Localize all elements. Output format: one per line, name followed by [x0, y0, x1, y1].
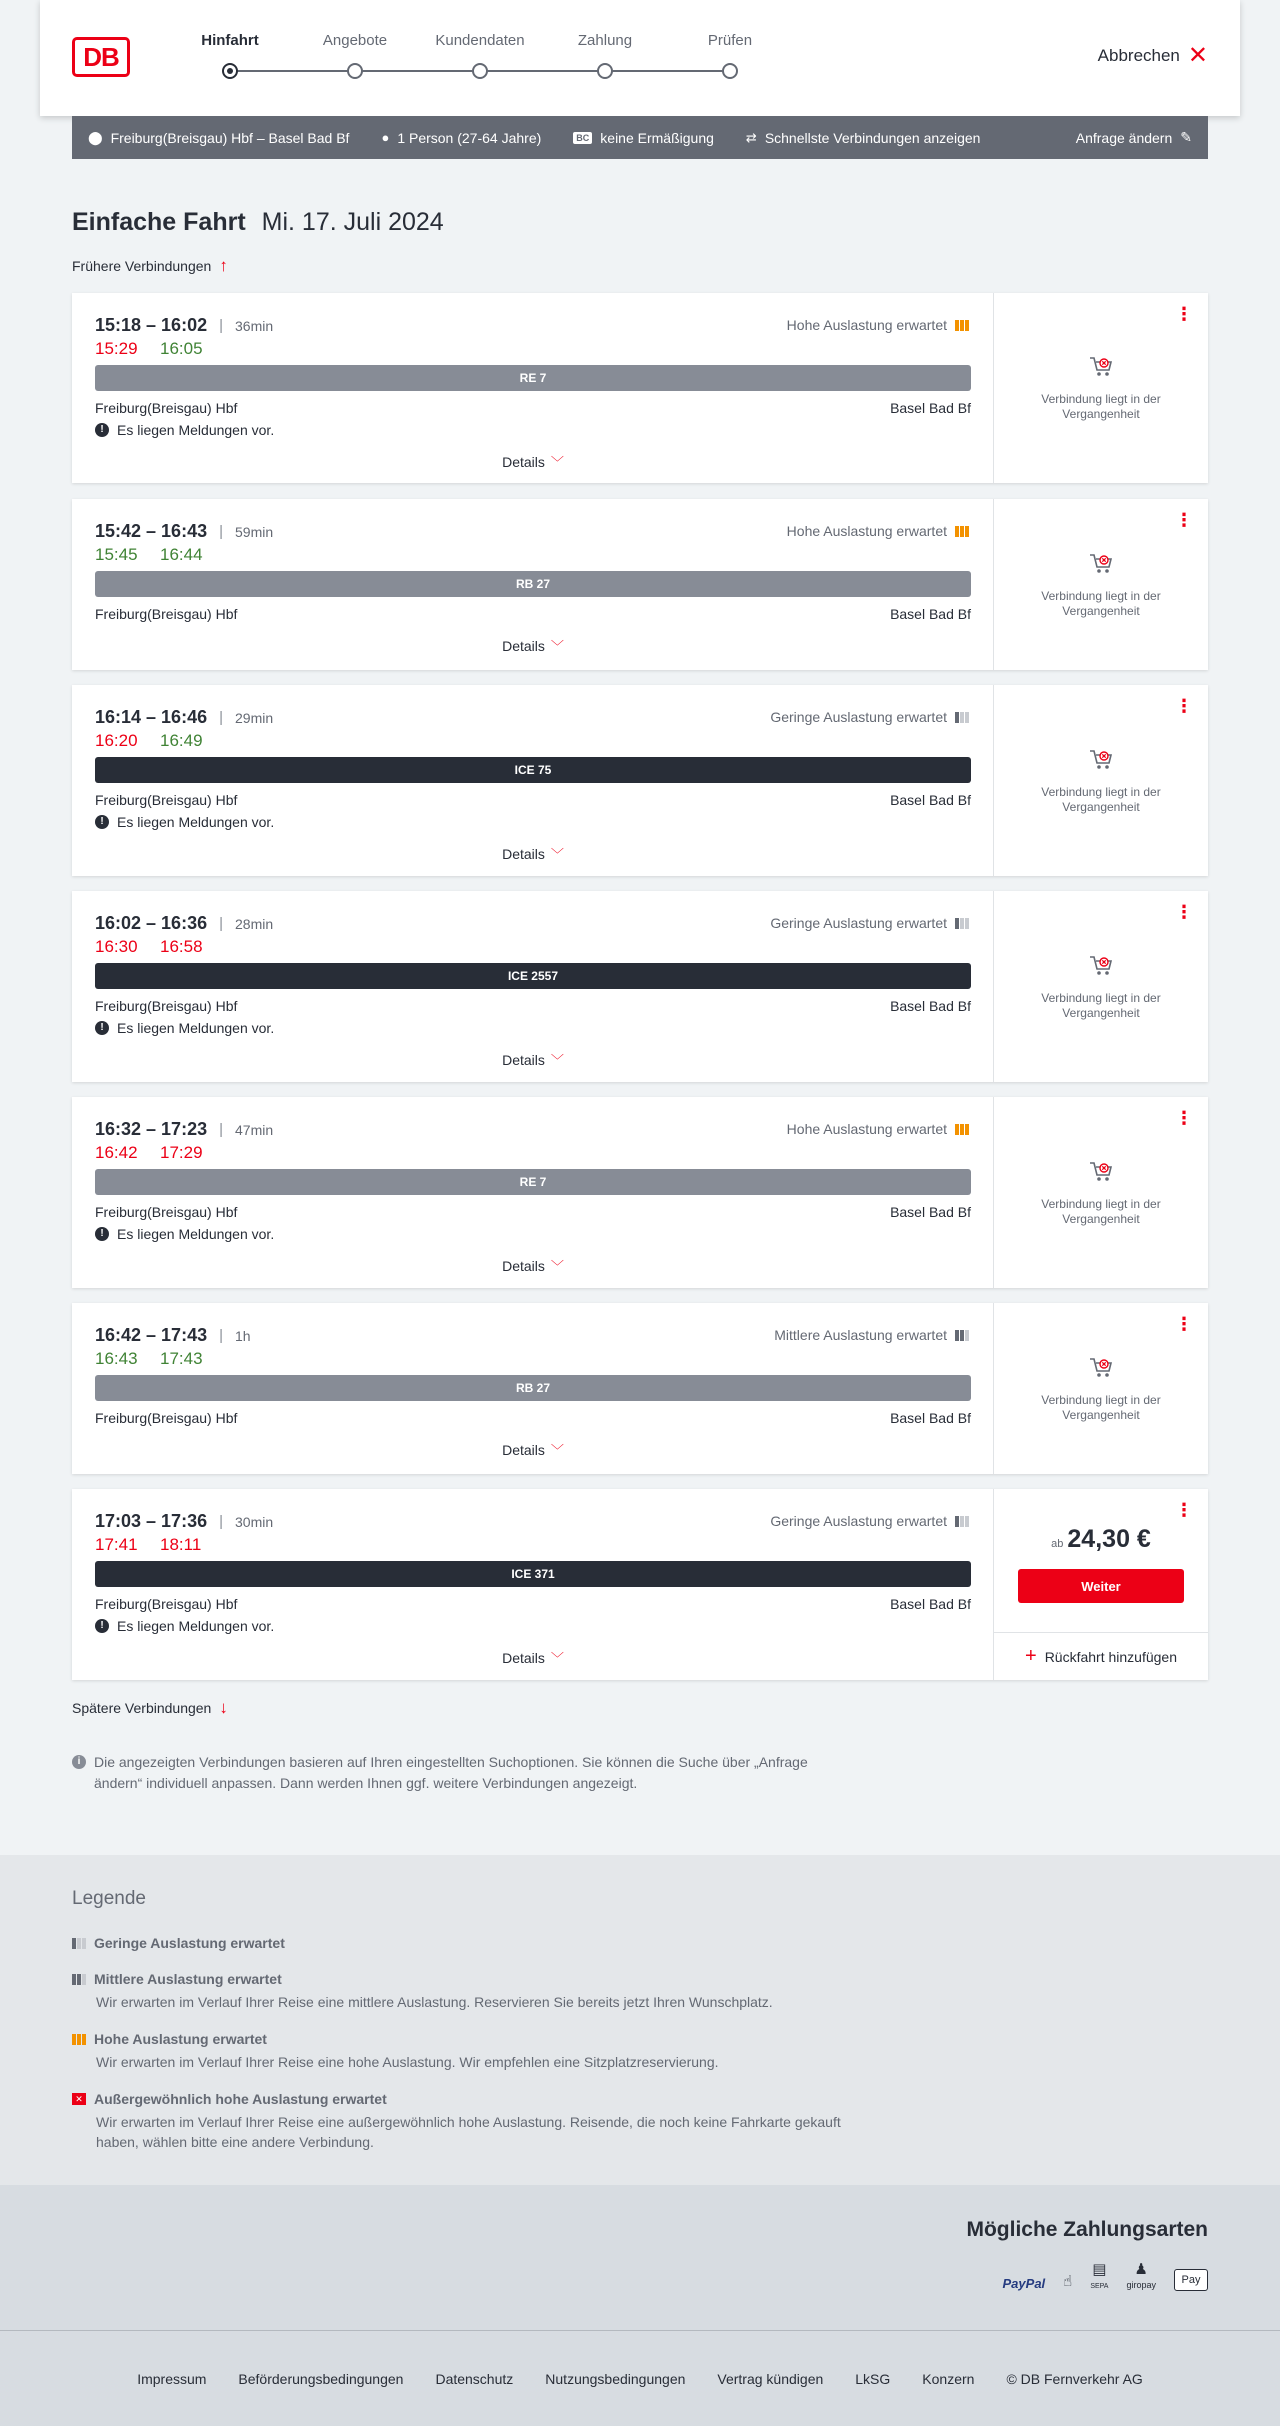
occupancy-info — [770, 915, 969, 931]
past-label-line1: Verbindung liegt in der — [1041, 392, 1161, 406]
occupancy-label: Hohe Auslastung erwartet — [786, 317, 947, 333]
pencil-icon: ✎ — [1180, 129, 1192, 145]
destination-station: Basel Bad Bf — [890, 1204, 971, 1220]
connection-times — [95, 315, 273, 336]
station-names — [95, 1596, 971, 1612]
past-label-line1: Verbindung liegt in der — [1041, 1393, 1161, 1407]
discount-summary — [573, 130, 714, 146]
realtime-arrival: 18:11 — [160, 1535, 202, 1554]
connection-card[interactable] — [72, 1303, 1208, 1474]
separator: | — [219, 317, 223, 334]
alert-icon: ! — [95, 815, 109, 829]
search-info-note — [72, 1752, 852, 1794]
close-icon: ✕ — [1187, 42, 1208, 69]
separator: | — [219, 1121, 223, 1138]
train-line-bar: RB 27 — [95, 1375, 971, 1401]
origin-station: Freiburg(Breisgau) Hbf — [95, 792, 238, 808]
connection-in-past-notice — [994, 747, 1208, 815]
legend-item-medium — [72, 1971, 872, 2012]
connection-times — [95, 913, 273, 934]
realtime-times — [95, 731, 225, 751]
price-display — [994, 1525, 1208, 1554]
sepa-label: SEPA — [1090, 2283, 1109, 2290]
search-info-text: Die angezeigten Verbindungen basieren auf Ihren eingestellten Suchoptionen. Sie können die Suche über „Anfrage ändern“ individuell anpassen. Dann werden Ihnen ggf. weitere Verbindungen angezeigt. — [94, 1754, 808, 1791]
disruption-notice — [95, 1020, 274, 1036]
connection-in-past-notice — [994, 354, 1208, 422]
offer-panel — [994, 1489, 1208, 1680]
separator: | — [219, 709, 223, 726]
chevron-down-icon: ﹀ — [550, 847, 564, 862]
destination-station: Basel Bad Bf — [890, 792, 971, 808]
connection-times — [95, 1511, 273, 1532]
realtime-times — [95, 339, 225, 359]
past-label-line2: Vergangenheit — [1062, 1006, 1140, 1020]
past-label-line1: Verbindung liegt in der — [1041, 991, 1161, 1005]
step-kundendaten[interactable] — [420, 30, 540, 79]
offer-panel — [994, 891, 1208, 1082]
payment-icons — [1003, 2261, 1208, 2291]
occupancy-info — [774, 1327, 969, 1343]
trip-type: Einfache Fahrt — [72, 208, 246, 236]
realtime-times — [95, 545, 225, 565]
giropay-label: giropay — [1126, 2280, 1156, 2290]
db-logo[interactable]: DB — [72, 37, 130, 77]
realtime-arrival: 16:44 — [160, 545, 203, 564]
cart-unavailable-icon — [1088, 747, 1114, 771]
occupancy-medium-icon — [955, 1329, 969, 1341]
alert-icon: ! — [95, 1619, 109, 1633]
step-label: Angebote — [322, 32, 388, 49]
origin-station: Freiburg(Breisgau) Hbf — [95, 606, 238, 622]
header — [40, 0, 1240, 116]
details-label: Details — [502, 1258, 545, 1274]
planned-times: 16:32 – 17:23 — [95, 1119, 208, 1139]
later-connections-label: Spätere Verbindungen — [72, 1700, 212, 1716]
occupancy-low-icon — [955, 917, 969, 929]
realtime-departure: 15:29 — [95, 339, 138, 358]
footer — [0, 2330, 1280, 2426]
footer-link-lksg[interactable]: LkSG — [855, 2370, 891, 2387]
person-icon: ● — [381, 130, 390, 145]
step-label: Zahlung — [577, 32, 633, 49]
alert-icon: ! — [95, 1227, 109, 1241]
occupancy-info — [770, 1513, 969, 1529]
occupancy-info — [787, 1121, 969, 1137]
details-label: Details — [502, 454, 545, 470]
station-names — [95, 792, 971, 808]
footer-link-konzern[interactable]: Konzern — [922, 2370, 975, 2387]
chevron-down-icon: ﹀ — [550, 1651, 564, 1666]
offer-panel — [994, 685, 1208, 876]
train-line-bar: RB 27 — [95, 571, 971, 597]
duration: 30min — [235, 1513, 274, 1530]
past-label-line2: Vergangenheit — [1062, 1408, 1140, 1422]
add-return-trip-button[interactable] — [994, 1632, 1208, 1680]
step-label: Prüfen — [707, 32, 753, 49]
route-text: Freiburg(Breisgau) Hbf – Basel Bad Bf — [110, 129, 350, 146]
separator: | — [219, 523, 223, 540]
details-toggle[interactable] — [72, 1648, 994, 1667]
occupancy-exceptional-icon: ✕ — [72, 2093, 86, 2105]
step-hinfahrt[interactable] — [170, 30, 290, 79]
footer-link-impressum[interactable]: Impressum — [137, 2370, 207, 2387]
offer-panel — [994, 1303, 1208, 1474]
occupancy-info — [787, 317, 969, 333]
occupancy-label: Hohe Auslastung erwartet — [786, 523, 947, 539]
disruption-notice — [95, 422, 274, 438]
occupancy-label: Hohe Auslastung erwartet — [786, 1121, 947, 1137]
change-request-button[interactable] — [1076, 129, 1192, 146]
separator: | — [219, 915, 223, 932]
notice-text: Es liegen Meldungen vor. — [117, 1618, 275, 1634]
realtime-arrival: 17:29 — [160, 1143, 203, 1162]
option-summary — [746, 130, 981, 146]
chevron-down-icon: ﹀ — [550, 455, 564, 470]
details-toggle[interactable] — [72, 636, 994, 655]
notice-text: Es liegen Meldungen vor. — [117, 814, 275, 830]
occupancy-high-icon — [955, 319, 969, 331]
step-angebote[interactable] — [295, 30, 415, 79]
destination-station: Basel Bad Bf — [890, 606, 971, 622]
past-label-line1: Verbindung liegt in der — [1041, 785, 1161, 799]
occupancy-label: Geringe Auslastung erwartet — [770, 709, 947, 725]
realtime-arrival: 16:49 — [160, 731, 203, 750]
trip-date: Mi. 17. Juli 2024 — [261, 208, 444, 236]
planned-times: 16:42 – 17:43 — [95, 1325, 208, 1345]
chevron-down-icon: ﹀ — [550, 1443, 564, 1458]
destination-station: Basel Bad Bf — [890, 998, 971, 1014]
disruption-notice — [95, 1618, 274, 1634]
connection-details-panel — [72, 1303, 994, 1474]
connection-card[interactable] — [72, 1489, 1208, 1680]
occupancy-high-icon — [955, 1123, 969, 1135]
chevron-down-icon: ﹀ — [550, 1259, 564, 1274]
occupancy-low-icon — [72, 1937, 86, 1949]
alert-icon: ! — [95, 1021, 109, 1035]
earlier-connections-label: Frühere Verbindungen — [72, 258, 212, 274]
more-options-icon[interactable]: ⋮ — [1175, 1314, 1192, 1334]
duration: 29min — [235, 709, 274, 726]
step-zahlung[interactable] — [545, 30, 665, 79]
cancel-button[interactable] — [1097, 42, 1208, 69]
legend-title: Legende — [72, 1888, 146, 1909]
offer-panel — [994, 1097, 1208, 1288]
planned-times: 17:03 – 17:36 — [95, 1511, 208, 1531]
plus-icon: + — [1025, 1645, 1037, 1667]
notice-text: Es liegen Meldungen vor. — [117, 1020, 275, 1036]
info-icon: i — [72, 1755, 86, 1769]
giropay-icon: ♟ giropay — [1126, 2261, 1156, 2290]
connection-times — [95, 707, 273, 728]
train-line-bar: RE 7 — [95, 365, 971, 391]
details-label: Details — [502, 846, 545, 862]
origin-station: Freiburg(Breisgau) Hbf — [95, 1410, 238, 1426]
add-return-trip-label: Rückfahrt hinzufügen — [1044, 1648, 1177, 1665]
past-label-line2: Vergangenheit — [1062, 800, 1140, 814]
connection-in-past-notice — [994, 1159, 1208, 1227]
details-toggle[interactable] — [72, 1440, 994, 1459]
origin-station: Freiburg(Breisgau) Hbf — [95, 1596, 238, 1612]
cart-unavailable-icon — [1088, 1159, 1114, 1183]
footer-link-vertrag-kuendigen[interactable]: Vertrag kündigen — [717, 2370, 824, 2387]
later-connections-link[interactable] — [72, 1698, 228, 1718]
legend-description: Wir erwarten im Verlauf Ihrer Reise eine hohe Auslastung. Wir empfehlen eine Sitzplatzreservierung. — [96, 2054, 719, 2070]
station-names — [95, 1204, 971, 1220]
connection-details-panel — [72, 891, 994, 1082]
connection-details-panel — [72, 1097, 994, 1288]
connection-details-panel — [72, 1489, 994, 1680]
legend-label: Mittlere Auslastung erwartet — [94, 1971, 282, 1987]
legend-label: Geringe Auslastung erwartet — [94, 1935, 285, 1951]
continue-button[interactable]: Weiter — [1018, 1569, 1184, 1603]
station-names — [95, 998, 971, 1014]
station-names — [95, 606, 971, 622]
planned-times: 16:14 – 16:46 — [95, 707, 208, 727]
details-toggle[interactable] — [72, 844, 994, 863]
connection-card[interactable] — [72, 1097, 1208, 1288]
legend-item-low — [72, 1935, 872, 1951]
disruption-notice — [95, 814, 274, 830]
swap-arrows-icon: ⇄ — [745, 129, 757, 145]
connection-times — [95, 521, 273, 542]
occupancy-high-icon — [72, 2033, 86, 2045]
occupancy-info — [770, 709, 969, 725]
details-label: Details — [502, 1052, 545, 1068]
occupancy-medium-icon — [72, 1973, 86, 1985]
cart-unavailable-icon — [1088, 953, 1114, 977]
connection-times — [95, 1119, 273, 1140]
duration: 36min — [235, 317, 274, 334]
option-text: Schnellste Verbindungen anzeigen — [764, 129, 981, 146]
footer-link-befoerderungsbedingungen[interactable]: Beförderungsbedingungen — [238, 2370, 404, 2387]
traveller-summary — [381, 130, 541, 146]
more-options-icon[interactable]: ⋮ — [1175, 1500, 1192, 1520]
cart-unavailable-icon — [1088, 1355, 1114, 1379]
past-label-line1: Verbindung liegt in der — [1041, 589, 1161, 603]
price-prefix: ab — [1051, 1538, 1064, 1550]
cancel-label: Abbrechen — [1097, 46, 1180, 65]
price-amount: 24,30 € — [1067, 1525, 1151, 1553]
occupancy-low-icon — [955, 1515, 969, 1527]
chevron-down-icon: ﹀ — [550, 1053, 564, 1068]
footer-link-datenschutz[interactable]: Datenschutz — [435, 2370, 514, 2387]
origin-station: Freiburg(Breisgau) Hbf — [95, 400, 238, 416]
connection-details-panel — [72, 293, 994, 483]
destination-station: Basel Bad Bf — [890, 1410, 971, 1426]
connection-card[interactable] — [72, 293, 1208, 483]
duration: 28min — [235, 915, 274, 932]
connection-in-past-notice — [994, 953, 1208, 1021]
station-names — [95, 1410, 971, 1426]
realtime-departure: 16:20 — [95, 731, 138, 750]
step-label: Hinfahrt — [201, 32, 259, 49]
more-options-icon[interactable]: ⋮ — [1175, 510, 1192, 530]
occupancy-info — [787, 523, 969, 539]
arrow-down-icon: ↓ — [219, 1698, 228, 1717]
realtime-times — [95, 1143, 225, 1163]
train-line-bar: ICE 75 — [95, 757, 971, 783]
duration: 47min — [235, 1121, 274, 1138]
origin-station: Freiburg(Breisgau) Hbf — [95, 998, 238, 1014]
duration: 59min — [235, 523, 274, 540]
step-dot — [722, 63, 738, 79]
apple-pay-icon — [1174, 2269, 1208, 2291]
past-label-line2: Vergangenheit — [1062, 1212, 1140, 1226]
search-summary-bar — [72, 116, 1208, 159]
footer-copyright: © DB Fernverkehr AG — [1006, 2370, 1143, 2387]
connection-card[interactable] — [72, 685, 1208, 876]
location-pin-icon: ⬤ — [88, 129, 103, 145]
occupancy-low-icon — [955, 711, 969, 723]
connection-times — [95, 1325, 251, 1346]
origin-station: Freiburg(Breisgau) Hbf — [95, 1204, 238, 1220]
bahncard-icon: BC — [573, 132, 592, 144]
details-toggle[interactable] — [72, 1050, 994, 1069]
occupancy-label: Mittlere Auslastung erwartet — [774, 1327, 947, 1343]
realtime-arrival: 16:05 — [160, 339, 203, 358]
route-summary — [88, 130, 349, 146]
destination-station: Basel Bad Bf — [890, 1596, 971, 1612]
past-label-line1: Verbindung liegt in der — [1041, 1197, 1161, 1211]
realtime-times — [95, 1349, 225, 1369]
details-label: Details — [502, 1442, 545, 1458]
planned-times: 15:18 – 16:02 — [95, 315, 208, 335]
connection-in-past-notice — [994, 1355, 1208, 1423]
footer-link-nutzungsbedingungen[interactable]: Nutzungsbedingungen — [545, 2370, 686, 2387]
duration: 1h — [235, 1327, 251, 1344]
alert-icon: ! — [95, 423, 109, 437]
legend-item-exceptional — [72, 2091, 872, 2152]
details-label: Details — [502, 1650, 545, 1666]
realtime-times — [95, 937, 225, 957]
connection-in-past-notice — [994, 551, 1208, 619]
realtime-departure: 15:45 — [95, 545, 138, 564]
more-options-icon[interactable]: ⋮ — [1175, 902, 1192, 922]
step-dot — [597, 63, 613, 79]
step-dot — [472, 63, 488, 79]
step-dot — [222, 63, 238, 79]
train-line-bar: RE 7 — [95, 1169, 971, 1195]
realtime-arrival: 16:58 — [160, 937, 203, 956]
payment-methods-title: Mögliche Zahlungsarten — [966, 2218, 1208, 2241]
realtime-arrival: 17:43 — [160, 1349, 203, 1368]
realtime-departure: 16:43 — [95, 1349, 138, 1368]
separator: | — [219, 1327, 223, 1344]
more-options-icon[interactable]: ⋮ — [1175, 696, 1192, 716]
separator: | — [219, 1513, 223, 1530]
realtime-departure: 17:41 — [95, 1535, 138, 1554]
legend-label: Außergewöhnlich hohe Auslastung erwartet — [94, 2091, 387, 2107]
step-dot — [347, 63, 363, 79]
arrow-up-icon: ↑ — [219, 256, 228, 275]
station-names — [95, 400, 971, 416]
past-label-line2: Vergangenheit — [1062, 604, 1140, 618]
destination-station: Basel Bad Bf — [890, 400, 971, 416]
details-toggle[interactable] — [72, 452, 994, 471]
earlier-connections-link[interactable] — [72, 256, 228, 276]
train-line-bar: ICE 2557 — [95, 963, 971, 989]
page-title — [72, 208, 444, 237]
past-label-line2: Vergangenheit — [1062, 407, 1140, 421]
cart-unavailable-icon — [1088, 354, 1114, 378]
step-label: Kundendaten — [435, 32, 525, 49]
legend-section — [0, 1855, 1280, 2185]
sepa-direct-debit-icon: ▤ SEPA — [1090, 2261, 1109, 2290]
contactless-card-icon: ☝ — [1063, 2273, 1073, 2290]
offer-panel — [994, 293, 1208, 483]
occupancy-label: Geringe Auslastung erwartet — [770, 915, 947, 931]
legend-item-high — [72, 2031, 872, 2072]
occupancy-label: Geringe Auslastung erwartet — [770, 1513, 947, 1529]
cart-unavailable-icon — [1088, 551, 1114, 575]
occupancy-high-icon — [955, 525, 969, 537]
more-options-icon[interactable]: ⋮ — [1175, 1108, 1192, 1128]
planned-times: 15:42 – 16:43 — [95, 521, 208, 541]
connection-details-panel — [72, 499, 994, 670]
offer-panel — [994, 499, 1208, 670]
notice-text: Es liegen Meldungen vor. — [117, 1226, 275, 1242]
more-options-icon[interactable]: ⋮ — [1175, 304, 1192, 324]
connection-card[interactable] — [72, 499, 1208, 670]
disruption-notice — [95, 1226, 274, 1242]
legend-description: Wir erwarten im Verlauf Ihrer Reise eine außergewöhnlich hohe Auslastung. Reisende, die noch keine Fahrkarte gekauft haben, wählen bitte eine andere Verbindung. — [96, 2114, 841, 2150]
progress-stepper — [201, 30, 770, 90]
legend-description: Wir erwarten im Verlauf Ihrer Reise eine mittlere Auslastung. Reservieren Sie bereits jetzt Ihren Wunschplatz. — [96, 1994, 773, 2010]
details-label: Details — [502, 638, 545, 654]
chevron-down-icon: ﹀ — [550, 639, 564, 654]
payment-methods-section — [0, 2185, 1280, 2330]
apple-pay-label: Pay — [1181, 2274, 1201, 2286]
connection-details-panel — [72, 685, 994, 876]
discount-text: keine Ermäßigung — [600, 129, 714, 146]
change-request-label: Anfrage ändern — [1075, 129, 1173, 146]
realtime-departure: 16:30 — [95, 937, 138, 956]
planned-times: 16:02 – 16:36 — [95, 913, 208, 933]
details-toggle[interactable] — [72, 1256, 994, 1275]
step-pruefen[interactable] — [670, 30, 790, 79]
train-line-bar: ICE 371 — [95, 1561, 971, 1587]
realtime-times — [95, 1535, 225, 1555]
connection-card[interactable] — [72, 891, 1208, 1082]
paypal-icon: PayPal — [1002, 2276, 1046, 2291]
realtime-departure: 16:42 — [95, 1143, 138, 1162]
legend-label: Hohe Auslastung erwartet — [94, 2031, 267, 2047]
notice-text: Es liegen Meldungen vor. — [117, 422, 275, 438]
traveller-text: 1 Person (27-64 Jahre) — [397, 129, 542, 146]
